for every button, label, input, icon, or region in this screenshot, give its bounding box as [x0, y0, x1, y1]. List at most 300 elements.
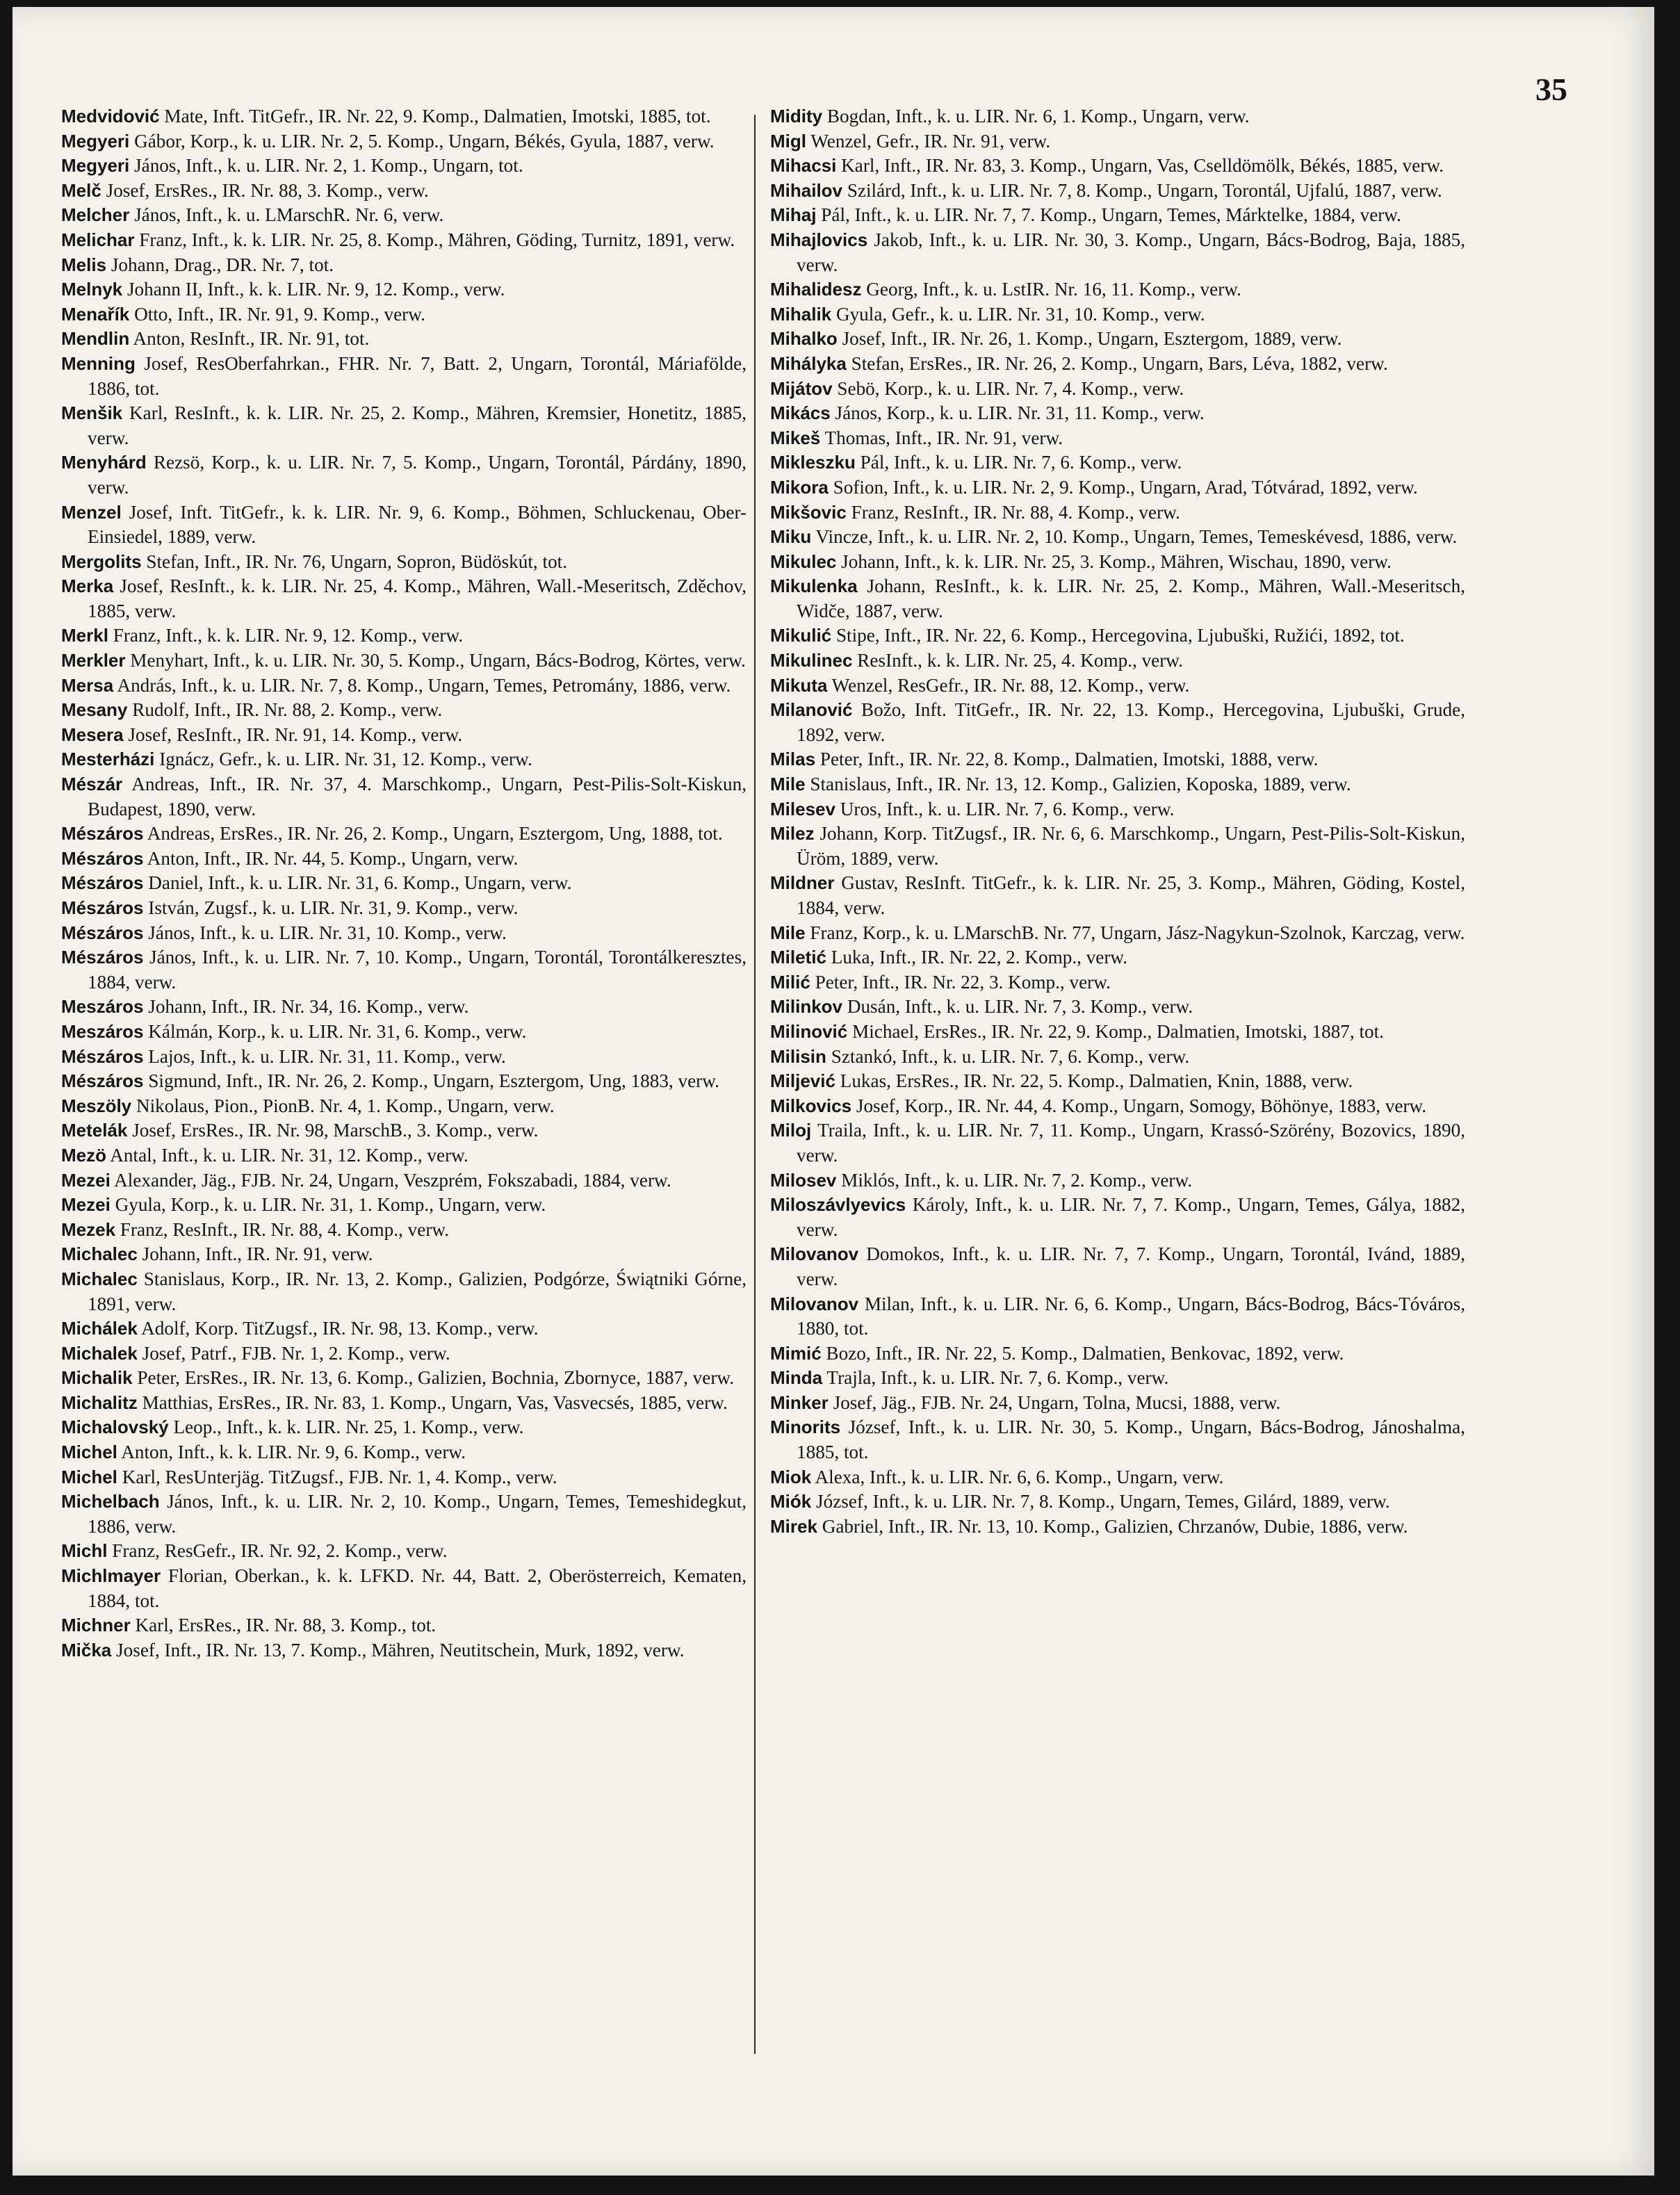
entry-surname: Milas: [770, 749, 816, 770]
list-item: [770, 327, 1465, 352]
entry-details: Lajos, Inft., k. u. LIR. Nr. 31, 11. Komp., verw.: [148, 1045, 506, 1067]
entry-details: Josef, Inft., IR. Nr. 26, 1. Komp., Ungarn, Esztergom, 1889, verw.: [842, 328, 1342, 350]
list-item: [770, 277, 1465, 302]
list-item: [770, 822, 1465, 871]
list-item: [61, 1143, 747, 1168]
entry-details: Sofion, Inft., k. u. LIR. Nr. 2, 9. Komp., Ungarn, Arad, Tótvárad, 1892, verw.: [833, 476, 1418, 498]
entry-surname: Mikács: [770, 402, 831, 424]
entry-surname: Menyhárd: [61, 452, 147, 473]
entry-surname: Michl: [61, 1540, 108, 1562]
list-item: [61, 1118, 747, 1143]
entry-surname: Mirek: [770, 1515, 817, 1537]
entry-details: Lukas, ErsRes., IR. Nr. 22, 5. Komp., Dalmatien, Knin, 1888, verw.: [840, 1070, 1353, 1092]
list-item: [61, 1218, 747, 1243]
entry-surname: Miljević: [770, 1070, 835, 1092]
list-item: [770, 698, 1465, 747]
entry-details: Stefan, ErsRes., IR. Nr. 26, 2. Komp., Ungarn, Bars, Léva, 1882, verw.: [851, 352, 1388, 374]
entry-details: Otto, Inft., IR. Nr. 91, 9. Komp., verw.: [134, 303, 425, 325]
entry-details: Kálmán, Korp., k. u. LIR. Nr. 31, 6. Komp., verw.: [148, 1020, 527, 1042]
list-item: [61, 1564, 747, 1613]
entry-surname: Michner: [61, 1615, 131, 1636]
page-number: 35: [1535, 72, 1567, 107]
list-item: [61, 723, 747, 748]
list-item: [61, 574, 747, 623]
entry-surname: Minda: [770, 1367, 823, 1389]
list-item: [770, 1242, 1465, 1291]
entry-surname: Milez: [770, 823, 815, 844]
list-item: [61, 203, 747, 228]
entry-details: Michael, ErsRes., IR. Nr. 22, 9. Komp., Dalmatien, Imotski, 1887, tot.: [852, 1020, 1384, 1042]
entry-details: János, Inft., k. u. LIR. Nr. 2, 10. Komp., Ungarn, Temes, Temeshidegkut, 1886, verw.: [88, 1491, 747, 1537]
entry-surname: Milovanov: [770, 1293, 859, 1314]
list-item: [61, 253, 747, 278]
entry-details: Karl, ErsRes., IR. Nr. 88, 3. Komp., tot.: [135, 1615, 437, 1636]
entry-surname: Mihalidesz: [770, 279, 862, 300]
column-divider: [754, 115, 756, 2054]
entry-details: Franz, Inft., k. k. LIR. Nr. 25, 8. Komp., Mähren, Göding, Turnitz, 1891, verw.: [139, 229, 735, 250]
list-item: [61, 1168, 747, 1193]
list-item: [770, 1415, 1465, 1464]
entry-details: Matthias, ErsRes., IR. Nr. 83, 1. Komp., Ungarn, Vas, Vasvecsés, 1885, verw.: [142, 1392, 728, 1413]
list-item: [770, 1490, 1465, 1515]
entry-details: Stanislaus, Korp., IR. Nr. 13, 2. Komp., Galizien, Podgórze, Świątniki Górne, 1891, verw.: [88, 1268, 747, 1314]
entry-details: Thomas, Inft., IR. Nr. 91, verw.: [824, 427, 1063, 448]
entry-details: Josef, Jäg., FJB. Nr. 24, Ungarn, Tolna, Mucsi, 1888, verw.: [833, 1392, 1281, 1413]
entry-surname: Mikulec: [770, 550, 837, 572]
list-item: [770, 747, 1465, 772]
entry-surname: Mergolits: [61, 550, 142, 572]
entry-details: Johann, Inft., k. k. LIR. Nr. 25, 3. Komp., Mähren, Wischau, 1890, verw.: [841, 550, 1392, 572]
list-item: [61, 698, 747, 723]
entry-details: Dusán, Inft., k. u. LIR. Nr. 7, 3. Komp., verw.: [847, 996, 1193, 1018]
list-item: [61, 847, 747, 872]
list-item: [770, 1069, 1465, 1094]
list-item: [770, 772, 1465, 797]
list-item: [61, 1045, 747, 1070]
entry-surname: Mikulenka: [770, 576, 858, 597]
entry-details: Anton, Inft., IR. Nr. 44, 5. Komp., Ungarn, verw.: [147, 847, 519, 869]
entry-surname: Mezek: [61, 1218, 116, 1240]
entry-surname: Menařík: [61, 303, 130, 325]
entry-details: Károly, Inft., k. u. LIR. Nr. 7, 7. Komp., Ungarn, Temes, Gálya, 1882, verw.: [797, 1194, 1465, 1240]
entry-details: Josef, ErsRes., IR. Nr. 88, 3. Komp., verw.: [106, 179, 429, 201]
entry-surname: Mezö: [61, 1144, 106, 1166]
list-item: [770, 574, 1465, 623]
entry-details: József, Inft., k. u. LIR. Nr. 7, 8. Komp., Ungarn, Temes, Gilárd, 1889, verw.: [816, 1491, 1390, 1512]
entry-surname: Michalek: [61, 1342, 138, 1364]
entry-details: Alexa, Inft., k. u. LIR. Nr. 6, 6. Komp., Ungarn, verw.: [815, 1466, 1224, 1487]
entry-details: Stefan, Inft., IR. Nr. 76, Ungarn, Sopron, Büdöskút, tot.: [146, 550, 568, 572]
entry-surname: Milkovics: [770, 1095, 852, 1116]
list-item: [61, 401, 747, 450]
entry-details: Wenzel, ResGefr., IR. Nr. 88, 12. Komp., verw.: [831, 674, 1190, 696]
entry-surname: Miók: [770, 1491, 812, 1512]
entry-surname: Mészáros: [61, 947, 144, 968]
entry-surname: Merkler: [61, 650, 126, 671]
entry-surname: Meszöly: [61, 1095, 132, 1116]
entry-surname: Michlmayer: [61, 1565, 161, 1587]
entry-details: Bogdan, Inft., k. u. LIR. Nr. 6, 1. Komp., Ungarn, verw.: [826, 106, 1250, 127]
list-item: [770, 154, 1465, 179]
list-item: [770, 525, 1465, 550]
entry-surname: Milanović: [770, 699, 853, 721]
entry-surname: Mészáros: [61, 897, 144, 918]
entry-details: Adolf, Korp. TitZugsf., IR. Nr. 98, 13. Komp., verw.: [141, 1318, 539, 1339]
entry-surname: Milosev: [770, 1169, 837, 1191]
entry-details: Wenzel, Gefr., IR. Nr. 91, verw.: [810, 130, 1051, 152]
entry-details: Josef, ResInft., k. k. LIR. Nr. 25, 4. Komp., Mähren, Wall.-Meseritsch, Zděchov, 1885, verw.: [88, 576, 747, 621]
entry-details: Mate, Inft. TitGefr., IR. Nr. 22, 9. Komp., Dalmatien, Imotski, 1885, tot.: [164, 106, 711, 127]
entry-details: Miklós, Inft., k. u. LIR. Nr. 7, 2. Komp., verw.: [841, 1169, 1193, 1191]
list-item: [770, 179, 1465, 204]
list-item: [770, 1515, 1465, 1540]
entry-surname: Metelák: [61, 1120, 128, 1141]
left-column: [61, 104, 747, 1663]
entry-surname: Megyeri: [61, 130, 130, 152]
entry-surname: Mikulić: [770, 625, 832, 646]
list-item: [61, 450, 747, 500]
entry-surname: Mészáros: [61, 847, 144, 869]
entry-details: Franz, ResInft., IR. Nr. 88, 4. Komp., verw.: [851, 501, 1180, 523]
entry-details: Josef, Inft. TitGefr., k. k. LIR. Nr. 9, 6. Komp., Böhmen, Schluckenau, Ober-Einsiedel, 1889, verw.: [88, 501, 747, 548]
list-item: [61, 674, 747, 699]
list-item: [61, 871, 747, 896]
list-item: [61, 228, 747, 253]
entry-details: Traila, Inft., k. u. LIR. Nr. 7, 11. Komp., Ungarn, Krassó-Szörény, Bozovics, 1890, verw.: [797, 1120, 1465, 1166]
entry-surname: Mihacsi: [770, 155, 837, 177]
entry-details: Rezsö, Korp., k. u. LIR. Nr. 7, 5. Komp., Ungarn, Torontál, Párdány, 1890, verw.: [88, 452, 747, 498]
entry-details: Franz, ResInft., IR. Nr. 88, 4. Komp., verw.: [120, 1218, 450, 1240]
list-item: [61, 945, 747, 995]
entry-details: Domokos, Inft., k. u. LIR. Nr. 7, 7. Komp., Ungarn, Torontál, Ivánd, 1889, verw.: [797, 1243, 1466, 1289]
entry-surname: Mészáros: [61, 922, 144, 943]
entry-details: János, Inft., k. u. LMarschR. Nr. 6, verw.: [134, 204, 444, 226]
list-item: [770, 1366, 1465, 1391]
list-item: [770, 921, 1465, 946]
entry-details: Georg, Inft., k. u. LstIR. Nr. 16, 11. Komp., verw.: [866, 279, 1241, 300]
list-item: [61, 179, 747, 204]
entry-surname: Mezei: [61, 1194, 111, 1216]
entry-details: József, Inft., k. u. LIR. Nr. 30, 5. Komp., Ungarn, Bács-Bodrog, Jánoshalma, 1885, tot.: [797, 1417, 1465, 1463]
list-item: [61, 1415, 747, 1440]
list-item: [770, 401, 1465, 426]
list-item: [770, 1094, 1465, 1119]
list-item: [770, 450, 1465, 475]
list-item: [770, 1168, 1465, 1193]
list-item: [770, 1020, 1465, 1045]
list-item: [61, 1316, 747, 1341]
entry-details: Josef, ResOberfahrkan., FHR. Nr. 7, Batt. 2, Ungarn, Torontál, Máriafölde, 1886, tot.: [88, 352, 747, 399]
entry-details: Pál, Inft., k. u. LIR. Nr. 7, 6. Komp., verw.: [860, 452, 1182, 473]
entry-surname: Mezei: [61, 1169, 111, 1191]
list-item: [61, 1341, 747, 1366]
list-item: [61, 1440, 747, 1465]
entry-surname: Melnyk: [61, 279, 123, 300]
list-item: [770, 129, 1465, 154]
entry-surname: Mészár: [61, 774, 123, 795]
entry-details: Vincze, Inft., k. u. LIR. Nr. 2, 10. Komp., Ungarn, Temes, Temeskévesd, 1886, verw.: [815, 526, 1458, 548]
entry-details: Rudolf, Inft., IR. Nr. 88, 2. Komp., verw.: [132, 699, 443, 721]
list-item: [61, 1094, 747, 1119]
list-item: [770, 945, 1465, 970]
list-item: [770, 623, 1465, 648]
entry-surname: Michalovský: [61, 1417, 169, 1438]
entry-surname: Mihalko: [770, 328, 838, 350]
entry-details: Johann II, Inft., k. k. LIR. Nr. 9, 12. Komp., verw.: [127, 279, 505, 300]
entry-details: Stanislaus, Inft., IR. Nr. 13, 12. Komp., Galizien, Koposka, 1889, verw.: [810, 774, 1351, 795]
entry-surname: Mesera: [61, 724, 124, 745]
entry-details: Nikolaus, Pion., PionB. Nr. 4, 1. Komp., Ungarn, verw.: [136, 1095, 555, 1116]
entry-surname: Menzel: [61, 501, 122, 523]
entry-details: Peter, Inft., IR. Nr. 22, 3. Komp., verw.: [815, 971, 1111, 993]
entry-surname: Michalec: [61, 1268, 138, 1289]
list-item: [61, 1465, 747, 1490]
list-item: [61, 772, 747, 822]
entry-details: Menyhart, Inft., k. u. LIR. Nr. 30, 5. Komp., Ungarn, Bács-Bodrog, Körtes, verw.: [130, 650, 746, 671]
list-item: [61, 302, 747, 327]
list-item: [770, 797, 1465, 822]
entry-details: Milan, Inft., k. u. LIR. Nr. 6, 6. Komp., Ungarn, Bács-Bodrog, Bács-Tóváros, 1880, tot.: [797, 1293, 1466, 1339]
list-item: [770, 871, 1465, 920]
entry-surname: Milovanov: [770, 1243, 859, 1265]
entry-surname: Milinović: [770, 1020, 848, 1042]
entry-surname: Michálek: [61, 1318, 138, 1339]
entry-surname: Mihajlovics: [770, 229, 868, 250]
entry-details: Johann, Inft., IR. Nr. 91, verw.: [142, 1243, 373, 1265]
entry-surname: Miloj: [770, 1120, 812, 1141]
entry-surname: Melcher: [61, 204, 130, 226]
entry-details: Szilárd, Inft., k. u. LIR. Nr. 7, 8. Komp., Ungarn, Torontál, Ujfalú, 1887, verw.: [847, 179, 1442, 201]
entry-details: Sztankó, Inft., k. u. LIR. Nr. 7, 6. Komp., verw.: [831, 1045, 1190, 1067]
entry-surname: Mijátov: [770, 377, 833, 399]
entry-details: Josef, Inft., IR. Nr. 13, 7. Komp., Mähren, Neutitschein, Murk, 1892, verw.: [116, 1639, 685, 1660]
entry-surname: Mildner: [770, 872, 835, 894]
list-item: [61, 500, 747, 550]
entry-details: Gabriel, Inft., IR. Nr. 13, 10. Komp., Galizien, Chrzanów, Dubie, 1886, verw.: [822, 1515, 1408, 1537]
list-item: [770, 648, 1465, 674]
list-item: [61, 1490, 747, 1539]
list-item: [61, 623, 747, 648]
entry-surname: Miloszávlyevics: [770, 1194, 906, 1216]
entry-details: Anton, Inft., k. k. LIR. Nr. 9, 6. Komp., verw.: [121, 1442, 466, 1463]
entry-details: Franz, Inft., k. k. LIR. Nr. 9, 12. Komp., verw.: [113, 625, 464, 646]
entry-details: Andreas, ErsRes., IR. Nr. 26, 2. Komp., Ungarn, Esztergom, Ung, 1888, tot.: [147, 823, 723, 844]
entry-surname: Miku: [770, 526, 812, 548]
list-item: [770, 1118, 1465, 1168]
entry-details: Jakob, Inft., k. u. LIR. Nr. 30, 3. Komp., Ungarn, Bács-Bodrog, Baja, 1885, verw.: [797, 229, 1465, 275]
entry-details: Johann, Drag., DR. Nr. 7, tot.: [111, 254, 334, 275]
list-item: [61, 352, 747, 401]
entry-surname: Miletić: [770, 947, 826, 968]
entry-details: Gyula, Korp., k. u. LIR. Nr. 31, 1. Komp., Ungarn, verw.: [115, 1194, 546, 1216]
entry-details: Sigmund, Inft., IR. Nr. 26, 2. Komp., Ungarn, Esztergom, Ung, 1883, verw.: [148, 1070, 719, 1092]
list-item: [61, 154, 747, 179]
entry-surname: Michel: [61, 1442, 117, 1463]
entry-details: Gábor, Korp., k. u. LIR. Nr. 2, 5. Komp., Ungarn, Békés, Gyula, 1887, verw.: [134, 130, 715, 152]
list-item: [61, 1267, 747, 1316]
entry-details: Leop., Inft., k. k. LIR. Nr. 25, 1. Komp., verw.: [173, 1417, 524, 1438]
list-item: [61, 129, 747, 154]
list-item: [770, 1391, 1465, 1416]
entry-details: János, Korp., k. u. LIR. Nr. 31, 11. Komp., verw.: [835, 402, 1205, 424]
entry-surname: Milinkov: [770, 996, 843, 1018]
entry-surname: Michelbach: [61, 1491, 160, 1512]
list-item: [770, 302, 1465, 327]
entry-details: János, Inft., k. u. LIR. Nr. 2, 1. Komp., Ungarn, tot.: [134, 155, 523, 177]
entry-surname: Michalitz: [61, 1392, 138, 1413]
entry-details: János, Inft., k. u. LIR. Nr. 31, 10. Komp., verw.: [148, 922, 507, 943]
entry-surname: Milisin: [770, 1045, 826, 1067]
list-item: [61, 822, 747, 847]
entry-details: Karl, ResInft., k. k. LIR. Nr. 25, 2. Komp., Mähren, Kremsier, Honetitz, 1885, verw.: [88, 402, 747, 448]
entry-details: Daniel, Inft., k. u. LIR. Nr. 31, 6. Komp., Ungarn, verw.: [148, 872, 572, 894]
list-item: [770, 995, 1465, 1020]
list-item: [61, 1193, 747, 1218]
entry-surname: Menning: [61, 352, 136, 374]
entry-surname: Migl: [770, 130, 806, 152]
entry-details: Johann, Korp. TitZugsf., IR. Nr. 6, 6. Marschkomp., Ungarn, Pest-Pilis-Solt-Kiskun, Üröm, 1889, verw.: [797, 823, 1466, 869]
list-item: [61, 1242, 747, 1267]
entry-surname: Mimić: [770, 1342, 822, 1364]
list-item: [770, 1045, 1465, 1070]
entry-surname: Mička: [61, 1639, 112, 1660]
list-item: [770, 352, 1465, 377]
entry-surname: Michalec: [61, 1243, 138, 1265]
entry-surname: Mészáros: [61, 1070, 144, 1092]
list-item: [770, 104, 1465, 129]
list-item: [770, 1193, 1465, 1242]
entry-surname: Melč: [61, 179, 101, 201]
list-item: [61, 1638, 747, 1663]
entry-surname: Milesev: [770, 798, 835, 819]
right-column: [770, 104, 1465, 1539]
entry-surname: Mészáros: [61, 823, 144, 844]
entry-surname: Mikleszku: [770, 452, 856, 473]
book-page: [13, 7, 1654, 2176]
entry-details: András, Inft., k. u. LIR. Nr. 7, 8. Komp., Ungarn, Temes, Petromány, 1886, verw.: [117, 674, 731, 696]
entry-details: Gyula, Gefr., k. u. LIR. Nr. 31, 10. Komp., verw.: [835, 303, 1205, 325]
entry-surname: Megyeri: [61, 155, 130, 177]
list-item: [770, 1465, 1465, 1490]
entry-surname: Mikuta: [770, 674, 828, 696]
entry-surname: Mihályka: [770, 352, 847, 374]
entry-surname: Merka: [61, 576, 114, 597]
entry-surname: Meszáros: [61, 996, 144, 1018]
entry-details: István, Zugsf., k. u. LIR. Nr. 31, 9. Komp., verw.: [148, 897, 519, 918]
entry-details: János, Inft., k. u. LIR. Nr. 7, 10. Komp., Ungarn, Torontál, Torontálkeresztes, 1884, verw.: [88, 947, 747, 993]
entry-surname: Mile: [770, 922, 806, 943]
entry-surname: Minker: [770, 1392, 829, 1413]
entry-details: Antal, Inft., k. u. LIR. Nr. 31, 12. Komp., verw.: [110, 1144, 468, 1166]
entry-details: Ignácz, Gefr., k. u. LIR. Nr. 31, 12. Komp., verw.: [159, 749, 532, 770]
entry-surname: Miok: [770, 1466, 812, 1487]
list-item: [61, 550, 747, 575]
entry-details: Johann, ResInft., k. k. LIR. Nr. 25, 2. Komp., Mähren, Wall.-Meseritsch, Widče, 1887, verw.: [797, 576, 1465, 621]
entry-surname: Midity: [770, 106, 823, 127]
entry-surname: Mendlin: [61, 328, 130, 350]
list-item: [61, 1020, 747, 1045]
entry-details: Josef, ResInft., IR. Nr. 91, 14. Komp., verw.: [128, 724, 463, 745]
list-item: [61, 648, 747, 674]
entry-details: Franz, ResGefr., IR. Nr. 92, 2. Komp., verw.: [112, 1540, 448, 1562]
entry-surname: Michalik: [61, 1367, 133, 1389]
entry-surname: Mihalik: [770, 303, 832, 325]
entry-details: ResInft., k. k. LIR. Nr. 25, 4. Komp., verw.: [857, 650, 1183, 671]
entry-details: Florian, Oberkan., k. k. LFKD. Nr. 44, Batt. 2, Oberösterreich, Kematen, 1884, tot.: [88, 1565, 747, 1611]
entry-details: Luka, Inft., IR. Nr. 22, 2. Komp., verw.: [831, 947, 1128, 968]
list-item: [61, 277, 747, 302]
entry-details: Anton, ResInft., IR. Nr. 91, tot.: [133, 328, 370, 350]
entry-surname: Mesterházi: [61, 749, 155, 770]
list-item: [770, 228, 1465, 277]
entry-surname: Mesany: [61, 699, 128, 721]
list-item: [770, 674, 1465, 699]
entry-surname: Mészáros: [61, 1045, 144, 1067]
entry-details: Johann, Inft., IR. Nr. 34, 16. Komp., verw.: [148, 996, 469, 1018]
list-item: [61, 1613, 747, 1638]
entry-surname: Michel: [61, 1466, 117, 1487]
entry-surname: Medvidović: [61, 106, 160, 127]
list-item: [61, 1069, 747, 1094]
entry-surname: Mihailov: [770, 179, 843, 201]
entry-surname: Mikšovic: [770, 501, 847, 523]
list-item: [770, 377, 1465, 402]
entry-surname: Mile: [770, 774, 806, 795]
list-item: [770, 475, 1465, 500]
entry-details: Karl, ResUnterjäg. TitZugsf., FJB. Nr. 1, 4. Komp., verw.: [122, 1466, 557, 1487]
entry-details: Stipe, Inft., IR. Nr. 22, 6. Komp., Hercegovina, Ljubuški, Ružići, 1892, tot.: [835, 625, 1405, 646]
entry-surname: Merkl: [61, 625, 108, 646]
entry-details: Peter, ErsRes., IR. Nr. 13, 6. Komp., Galizien, Bochnia, Zbornyce, 1887, verw.: [137, 1367, 735, 1389]
list-item: [770, 203, 1465, 228]
list-item: [770, 1292, 1465, 1341]
entry-details: Božo, Inft. TitGefr., IR. Nr. 22, 13. Komp., Hercegovina, Ljubuški, Grude, 1892, verw.: [797, 699, 1466, 745]
entry-surname: Mersa: [61, 674, 114, 696]
list-item: [61, 747, 747, 772]
list-item: [770, 550, 1465, 575]
list-item: [61, 104, 747, 129]
entry-details: Pál, Inft., k. u. LIR. Nr. 7, 7. Komp., Ungarn, Temes, Márktelke, 1884, verw.: [821, 204, 1401, 226]
list-item: [61, 1391, 747, 1416]
entry-details: Josef, ErsRes., IR. Nr. 98, MarschB., 3. Komp., verw.: [132, 1120, 539, 1141]
list-item: [770, 426, 1465, 451]
entry-details: Bozo, Inft., IR. Nr. 22, 5. Komp., Dalmatien, Benkovac, 1892, verw.: [826, 1342, 1344, 1364]
entry-details: Peter, Inft., IR. Nr. 22, 8. Komp., Dalmatien, Imotski, 1888, verw.: [819, 749, 1319, 770]
entry-details: Uros, Inft., k. u. LIR. Nr. 7, 6. Komp., verw.: [840, 798, 1175, 819]
entry-surname: Melichar: [61, 229, 135, 250]
entry-surname: Mikeš: [770, 427, 821, 448]
list-item: [770, 1341, 1465, 1366]
entry-surname: Menšik: [61, 402, 123, 424]
entry-details: Gustav, ResInft. TitGefr., k. k. LIR. Nr. 25, 3. Komp., Mähren, Göding, Kostel, 1884, verw.: [797, 872, 1465, 918]
entry-surname: Meszáros: [61, 1020, 144, 1042]
entry-details: Sebö, Korp., k. u. LIR. Nr. 7, 4. Komp., verw.: [837, 377, 1184, 399]
list-item: [61, 921, 747, 946]
entry-details: Andreas, Inft., IR. Nr. 37, 4. Marschkomp., Ungarn, Pest-Pilis-Solt-Kiskun, Budapest, 1890, verw.: [88, 774, 747, 819]
list-item: [61, 327, 747, 352]
entry-details: Josef, Patrf., FJB. Nr. 1, 2. Komp., verw.: [142, 1342, 450, 1364]
entry-details: Alexander, Jäg., FJB. Nr. 24, Ungarn, Veszprém, Fokszabadi, 1884, verw.: [114, 1169, 671, 1191]
entry-details: Franz, Korp., k. u. LMarschB. Nr. 77, Ungarn, Jász-Nagykun-Szolnok, Karczag, verw.: [810, 922, 1465, 943]
list-item: [61, 896, 747, 921]
entry-details: Trajla, Inft., k. u. LIR. Nr. 7, 6. Komp., verw.: [826, 1367, 1169, 1389]
entry-surname: Mikora: [770, 476, 829, 498]
entry-surname: Mikulinec: [770, 650, 853, 671]
entry-details: Josef, Korp., IR. Nr. 44, 4. Komp., Ungarn, Somogy, Böhönye, 1883, verw.: [856, 1095, 1427, 1116]
list-item: [61, 1366, 747, 1391]
list-item: [61, 995, 747, 1020]
list-item: [770, 970, 1465, 995]
